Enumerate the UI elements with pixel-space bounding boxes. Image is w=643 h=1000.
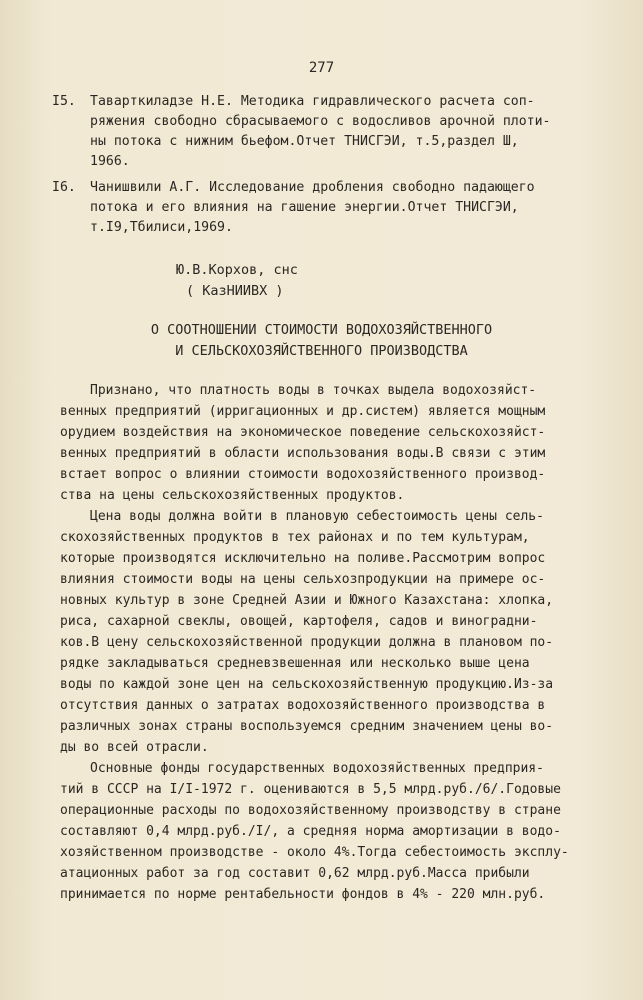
body-line: венных предприятий в области использования воды.В связи с этим [60,446,546,461]
body-line: принимается по норме рентабельности фондов в 4% - 220 млн.руб. [60,887,546,902]
body-line: орудием воздействия на экономическое поведение сельскохозяйст- [60,425,546,440]
body-line: Основные фонды государственных водохозяйственных предприя- [90,761,544,776]
body-line: хозяйственном производстве - около 4%.Тогда себестоимость эксплу- [60,845,569,860]
body-line: влияния стоимости воды на цены сельхозпродукции на примере ос- [60,572,546,587]
body-line: новных культур в зоне Средней Азии и Южного Казахстана: хлопка, [60,593,554,608]
body-line: отсутствия данных о затратах водохозяйственного производства в [60,698,546,713]
reference-line: Таварткиладзе Н.Е. Методика гидравлического расчета соп- [90,94,535,109]
reference-line: ны потока с нижним бьефом.Отчет ТНИСГЭИ, т.5,раздел Ш, [90,134,519,149]
reference-number: I6. [52,180,76,195]
reference-line: Чанишвили А.Г. Исследование дробления свободно падающего [90,180,535,195]
reference-number: I5. [52,94,76,109]
article-title-line: О СООТНОШЕНИИ СТОИМОСТИ ВОДОХОЗЯЙСТВЕННОГО [150,322,493,338]
page-number: 277 [308,60,335,76]
organization-line: ( КазНИИВХ ) [186,283,284,299]
body-line: которые производятся исключительно на поливе.Рассмотрим вопрос [60,551,546,566]
body-line: венных предприятий (ирригационных и др.систем) является мощным [60,404,546,419]
author-line: Ю.В.Корхов, снс [176,262,298,278]
body-line: различных зонах страны воспользуемся средним значением цены во- [60,719,554,734]
reference-line: 1966. [90,154,130,169]
body-line: встает вопрос о влиянии стоимости водохозяйственного производ- [60,467,546,482]
article-title-line: И СЕЛЬСКОХОЗЯЙСТВЕННОГО ПРОИЗВОДСТВА [175,343,468,359]
body-line: скохозяйственных продуктов в тех районах и по тем культурам, [60,530,530,545]
body-line: рядке закладываться средневзвешенная или несколько выше цена [60,656,530,671]
body-line: ды во всей отрасли. [60,740,209,755]
reference-line: потока и его влияния на гашение энергии.Отчет ТНИСГЭИ, [90,200,519,215]
reference-line: т.I9,Тбилиси,1969. [90,220,233,235]
body-line: операционные расходы по водохозяйственному производству в стране [60,803,561,818]
body-line: ков.В цену сельскохозяйственной продукции должна в плановом по- [60,635,554,650]
body-line: тий в СССР на I/I-1972 г. оцениваются в 5,5 млрд.руб./6/.Годовые [60,782,561,797]
body-line: Признано, что платность воды в точках выдела водохозяйст- [90,383,537,398]
body-line: воды по каждой зоне цен на сельскохозяйственную продукцию.Из-за [60,677,554,692]
body-line: Цена воды должна войти в плановую себестоимость цены сель- [90,509,544,524]
body-line: риса, сахарной свеклы, овощей, картофеля, садов и виноградни- [60,614,538,629]
body-line: атационных работ за год составит 0,62 млрд.руб.Масса прибыли [60,866,530,881]
reference-line: ряжения свободно сбрасываемого с водосливов арочной плоти- [90,114,551,129]
body-line: составляют 0,4 млрд.руб./I/, а средняя норма амортизации в водо- [60,824,561,839]
body-line: ства на цены сельскохозяйственных продуктов. [60,488,405,503]
